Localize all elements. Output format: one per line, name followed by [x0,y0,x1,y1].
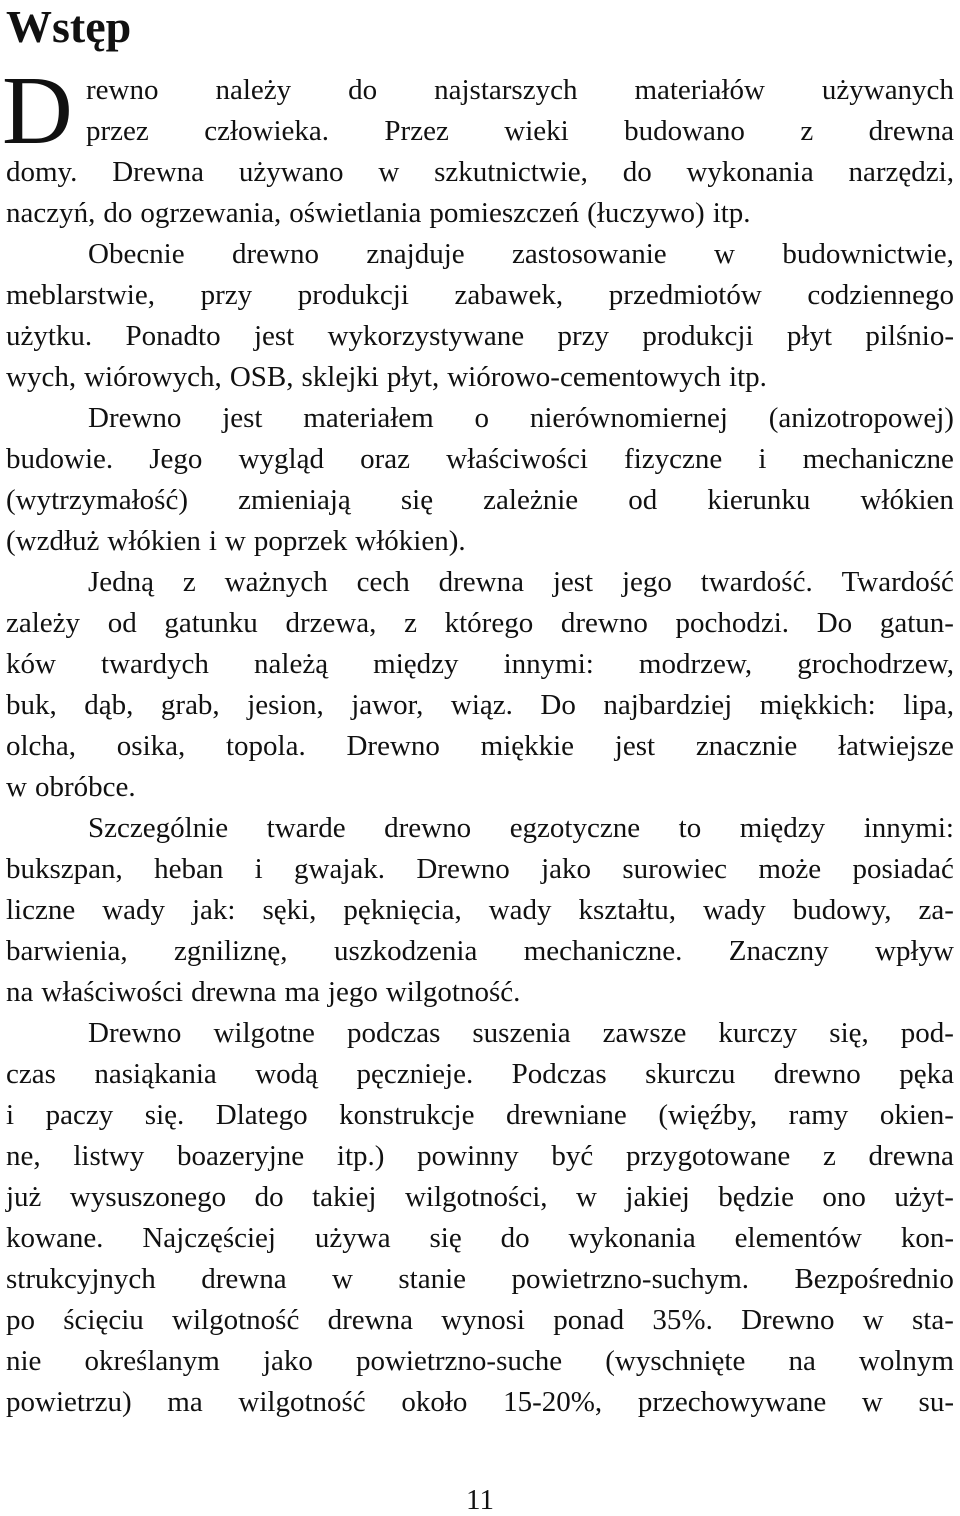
drop-cap: D [2,57,73,165]
text-line: i paczy się. Dlatego konstrukcje drewniane (więźby, ramy okien- [6,1099,954,1131]
text-line: powietrzu) ma wilgotność około 15-20%, przechowywane w su- [6,1386,954,1418]
text-line: na właściwości drewna ma jego wilgotność. [6,976,521,1008]
text-line: bukszpan, heban i gwajak. Drewno jako surowiec może posiadać [6,853,954,885]
text-line: meblarstwie, przy produkcji zabawek, przedmiotów codziennego [6,279,954,311]
text-line: ków twardych należą między innymi: modrzew, grochodrzew, [6,648,954,680]
text-line: (wzdłuż włókien i w poprzek włókien). [6,525,466,557]
text-line: użytku. Ponadto jest wykorzystywane przy produkcji płyt pilśnio- [6,320,954,352]
text-line: naczyń, do ogrzewania, oświetlania pomieszczeń (łuczywo) itp. [6,197,751,229]
text-line: rewno należy do najstarszych materiałów używanych [86,74,954,106]
text-line: wych, wiórowych, OSB, sklejki płyt, wiórowo-cementowych itp. [6,361,767,393]
body-text [6,70,954,1423]
text-line: już wysuszonego do takiej wilgotności, w jakiej będzie ono użyt- [6,1181,954,1213]
text-line: strukcyjnych drewna w stanie powietrzno-suchym. Bezpośrednio [6,1263,954,1295]
text-line: budowie. Jego wygląd oraz właściwości fizyczne i mechaniczne [6,443,954,475]
text-line: buk, dąb, grab, jesion, jawor, wiąz. Do najbardziej miękkich: lipa, [6,689,954,721]
text-line: Obecnie drewno znajduje zastosowanie w budownictwie, [88,238,954,270]
text-line: olcha, osika, topola. Drewno miękkie jest znacznie łatwiejsze [6,730,954,762]
text-line: nie określanym jako powietrzno-suche (wyschnięte na wolnym [6,1345,954,1377]
text-line: (wytrzymałość) zmieniają się zależnie od kierunku włókien [6,484,954,516]
text-line: zależy od gatunku drzewa, z którego drewno pochodzi. Do gatun- [6,607,954,639]
text-line: barwienia, zgniliznę, uszkodzenia mechaniczne. Znaczny wpływ [6,935,954,967]
chapter-title: Wstęp [6,1,132,52]
text-line: po ścięciu wilgotność drewna wynosi ponad 35%. Drewno w sta- [6,1304,954,1336]
text-line: czas nasiąkania wodą pęcznieje. Podczas skurczu drewno pęka [6,1058,954,1090]
page-number: 11 [466,1484,494,1516]
text-line: Szczególnie twarde drewno egzotyczne to między innymi: [88,812,954,844]
text-line: w obróbce. [6,771,136,803]
document-page [2,0,954,1418]
text-line: ne, listwy boazeryjne itp.) powinny być przygotowane z drewna [6,1140,954,1172]
text-line: Drewno jest materiałem o nierównomiernej (anizotropowej) [88,402,954,434]
text-line: Jedną z ważnych cech drewna jest jego twardość. Twardość [88,566,954,598]
text-line: przez człowieka. Przez wieki budowano z drewna [86,115,954,147]
text-line: domy. Drewna używano w szkutnictwie, do wykonania narzędzi, [6,156,954,188]
text-line: kowane. Najczęściej używa się do wykonania elementów kon- [6,1222,954,1254]
text-line: Drewno wilgotne podczas suszenia zawsze kurczy się, pod- [88,1017,954,1049]
text-line: liczne wady jak: sęki, pęknięcia, wady kształtu, wady budowy, za- [6,894,954,926]
